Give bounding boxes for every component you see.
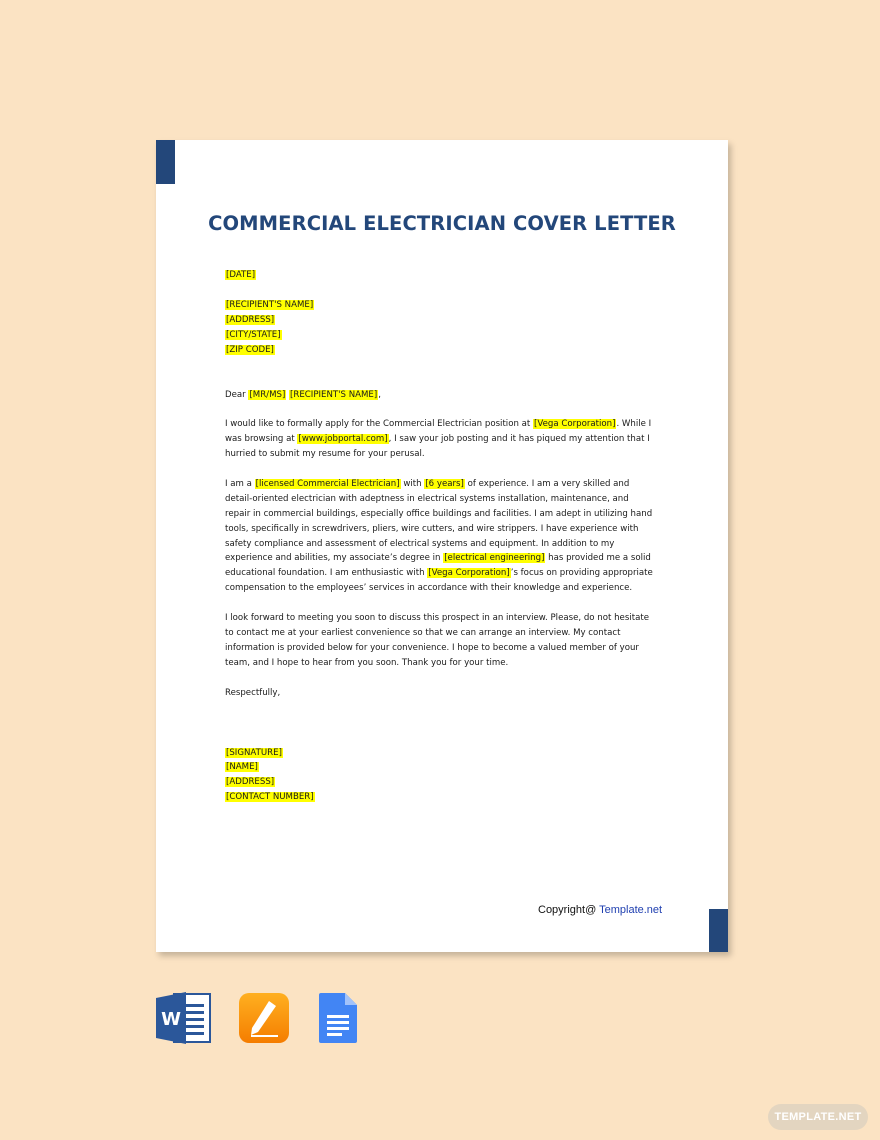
corner-accent-bottom-right	[709, 909, 728, 952]
license-placeholder: [licensed Commercial Electrician]	[255, 478, 400, 489]
recipient-address-placeholder: [ADDRESS]	[226, 314, 275, 325]
word-icon[interactable]	[156, 992, 212, 1049]
sender-address-placeholder: [ADDRESS]	[226, 777, 275, 788]
template-net-badge[interactable]: TEMPLATE.NET	[768, 1104, 868, 1130]
page-title: COMMERCIAL ELECTRICIAN COVER LETTER	[208, 212, 676, 235]
degree-placeholder: [electrical engineering]	[444, 553, 545, 564]
salutation-title-placeholder: [MR/MS]	[249, 389, 286, 400]
contact-number-placeholder: [CONTACT NUMBER]	[226, 792, 314, 803]
copyright-notice: Copyright@ Template.net	[538, 904, 663, 916]
recipient-city-placeholder: [CITY/STATE]	[226, 329, 281, 340]
salutation: Dear [MR/MS] [RECIPIENT'S NAME],	[225, 389, 381, 400]
company-placeholder-2: [Vega Corporation]	[428, 568, 510, 579]
document-page	[156, 140, 728, 952]
google-docs-icon[interactable]	[318, 992, 358, 1049]
date-placeholder: [DATE]	[226, 270, 256, 280]
paragraph-closing: I look forward to meeting you soon to discuss this prospect in an interview. Please, do not hesitate to contact me at your earliest convenience so that we can arrange an interview. My contact information is provided below for your convenience. I hope to become a valued member of your team, and I hope to hear from you soon. Thank you for your time.	[225, 613, 649, 668]
copyright-link[interactable]: Template.net	[599, 904, 663, 916]
recipient-zip-placeholder: [ZIP CODE]	[226, 344, 274, 355]
company-placeholder: [Vega Corporation]	[534, 419, 616, 430]
years-placeholder: [6 years]	[425, 478, 464, 489]
jobportal-placeholder: [www.jobportal.com]	[298, 434, 388, 445]
paragraph-intro: I would like to formally apply for the Commercial Electrician position at [Vega Corporation]. While I was browsing at [www.jobportal.com], I saw your job posting and it has piqued my attention that I hurried to submit my resume for your perusal.	[225, 419, 652, 460]
recipient-name-placeholder: [RECIPIENT'S NAME]	[226, 299, 314, 310]
sender-name-placeholder: [NAME]	[226, 762, 258, 773]
word-letter: W	[161, 1009, 181, 1030]
signature-placeholder: [SIGNATURE]	[226, 747, 282, 758]
pages-icon[interactable]	[238, 992, 290, 1049]
corner-accent-top-left	[156, 140, 175, 184]
salutation-name-placeholder: [RECIPIENT'S NAME]	[290, 389, 378, 400]
paragraph-experience: I am a [licensed Commercial Electrician] with [6 years] of experience. I am a very skilled and detail-oriented electrician with adeptness in electrical systems installation, maintenance, and repair in commercial buildings, especially office buildings and facilities. I am adept in utilizing hand tools, specifically in screwdrivers, pliers, wire cutters, and wire strippers. I have experience with safety compliance and assessment of electrical systems and equipment. In addition to my experience and abilities, my associate’s degree in [electrical engineering] has provided me a solid educational foundation. I am enthusiastic with [Vega Corporation]’s focus on providing appropriate compensation to the employees’ services in accordance with their knowledge and experience.	[225, 478, 653, 594]
letter-body	[225, 268, 655, 805]
closing-line: Respectfully,	[225, 687, 281, 698]
